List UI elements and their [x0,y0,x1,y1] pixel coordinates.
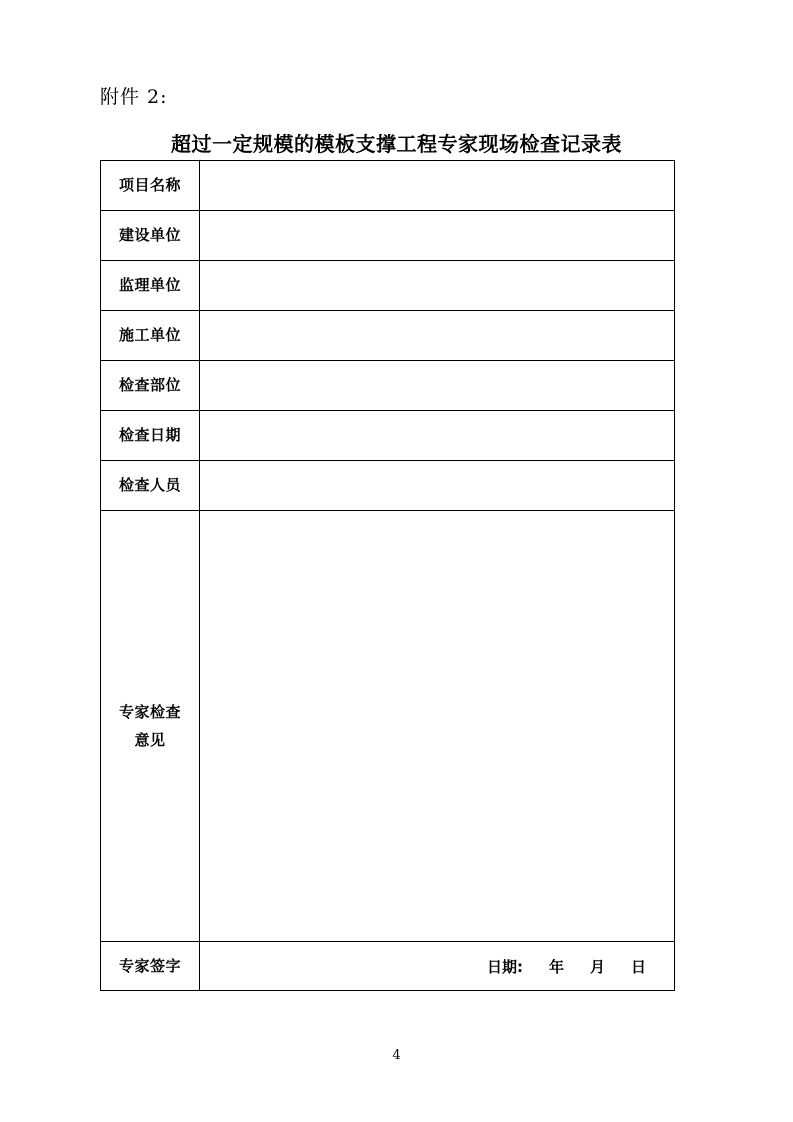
expert-opinion-label-line1: 专家检查 [118,702,181,721]
page-number: 4 [392,1048,401,1063]
row-value-inspection-date[interactable] [200,411,675,461]
date-prefix-label: 日期: [486,957,523,976]
table-row [101,361,675,411]
row-value-construction-unit[interactable] [200,211,675,261]
row-label-project-name: 项目名称 [101,161,200,211]
inspection-record-table [100,160,675,991]
row-value-inspection-part[interactable] [200,361,675,411]
table-row-expert-opinion [101,511,675,942]
date-month-label: 月 [589,957,605,976]
table-row [101,461,675,511]
row-value-inspection-personnel[interactable] [200,461,675,511]
table-row [101,161,675,211]
row-label-contractor-unit: 施工单位 [101,311,200,361]
row-label-supervision-unit: 监理单位 [101,261,200,311]
row-label-inspection-part: 检查部位 [101,361,200,411]
row-value-contractor-unit[interactable] [200,311,675,361]
date-day-label: 日 [630,957,646,976]
row-value-supervision-unit[interactable] [200,261,675,311]
row-label-inspection-date: 检查日期 [101,411,200,461]
table-row [101,311,675,361]
row-label-expert-opinion [101,511,200,942]
signature-date-line [200,956,674,977]
row-label-inspection-personnel: 检查人员 [101,461,200,511]
page-title: 超过一定规模的模板支撑工程专家现场检查记录表 [171,132,622,156]
table-row [101,261,675,311]
table-row [101,411,675,461]
table-row-signature [101,942,675,991]
row-value-project-name[interactable] [200,161,675,211]
attachment-label: 附件 2: [100,86,168,108]
expert-opinion-label-line2: 意见 [134,731,166,749]
table-row [101,211,675,261]
row-value-expert-opinion[interactable] [200,511,675,942]
date-year-label: 年 [548,957,564,976]
row-label-expert-signature: 专家签字 [101,942,200,991]
row-value-expert-signature[interactable] [200,942,675,991]
row-label-construction-unit: 建设单位 [101,211,200,261]
